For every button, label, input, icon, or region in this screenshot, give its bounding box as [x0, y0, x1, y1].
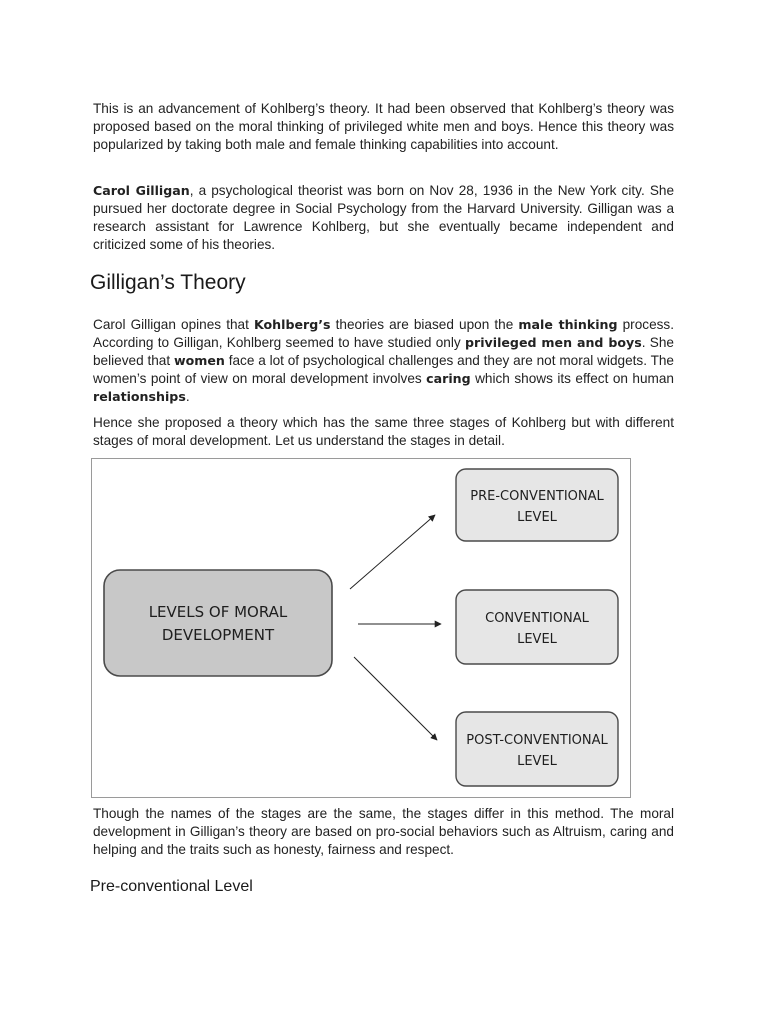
diagram-svg	[92, 459, 630, 797]
arrow-to-pre-conventional	[350, 515, 435, 589]
arrow-to-post-conventional	[354, 657, 437, 740]
main-box-line-1: LEVELS OF MORAL	[148, 603, 288, 621]
theory-bold: caring	[426, 371, 471, 386]
stages-intro-paragraph: Hence she proposed a theory which has the same three stages of Kohlberg but with different stages of moral development. Let us understand the stages in detail.	[93, 415, 674, 448]
theory-text: process. According to Gilligan, Kohlberg seemed to have studied only	[93, 317, 674, 350]
bio-text: , a psychological theorist was born on Nov 28, 1936 in the New York city. She pursued her doctorate degree in Social Psychology from the Harvard University. Gilligan was a research assistant for Lawrence Kohlberg, but she eventually became independent and criticized some of his theories.	[93, 183, 675, 252]
level-box	[456, 590, 618, 664]
theory-text: theories are biased upon the	[330, 317, 519, 332]
intro-paragraph: This is an advancement of Kohlberg’s theory. It had been observed that Kohlberg’s theory was proposed based on the moral thinking of privileged white men and boys. Hence this theory was popularized by taking both male and female thinking capabilities into account.	[93, 101, 674, 152]
main-box-line-2: DEVELOPMENT	[161, 626, 275, 644]
theory-bold: Kohlberg’s	[253, 317, 331, 332]
theory-text: . She believed that	[93, 335, 674, 368]
theory-bold: relationships	[93, 389, 186, 404]
level-box	[456, 469, 618, 541]
theory-bold: male thinking	[518, 317, 618, 332]
level-box	[456, 712, 618, 786]
level-pre-conventional	[456, 469, 618, 541]
level-title: POST-CONVENTIONAL	[466, 733, 608, 748]
level-subtitle: LEVEL	[517, 632, 557, 647]
pre-conventional-heading: Pre-conventional Level	[90, 878, 253, 895]
bio-name: Carol Gilligan	[93, 183, 190, 198]
level-title: PRE-CONVENTIONAL	[470, 489, 604, 504]
level-title: CONVENTIONAL	[485, 611, 589, 626]
level-post-conventional	[456, 712, 618, 786]
theory-bold: women	[173, 353, 225, 368]
level-subtitle: LEVEL	[517, 510, 557, 525]
theory-text: which shows its effect on human	[470, 371, 674, 386]
theory-text: .	[185, 389, 190, 404]
main-box	[104, 570, 332, 676]
moral-development-diagram	[91, 458, 631, 798]
level-subtitle: LEVEL	[517, 754, 557, 769]
bio-paragraph	[93, 182, 674, 254]
theory-bold: privileged men and boys	[465, 335, 642, 350]
section-title: Gilligan’s Theory	[90, 271, 246, 294]
difference-paragraph: Though the names of the stages are the same, the stages differ in this method. The moral development in Gilligan’s theory are based on pro-social behaviors such as Altruism, caring and helping and the traits such as honesty, fairness and respect.	[93, 806, 674, 857]
theory-text: Carol Gilligan opines that	[93, 317, 254, 332]
level-conventional	[456, 590, 618, 664]
theory-paragraph	[93, 316, 674, 406]
theory-text: face a lot of psychological challenges and they are not moral widgets. The women’s point of view on moral development involves	[93, 353, 674, 386]
